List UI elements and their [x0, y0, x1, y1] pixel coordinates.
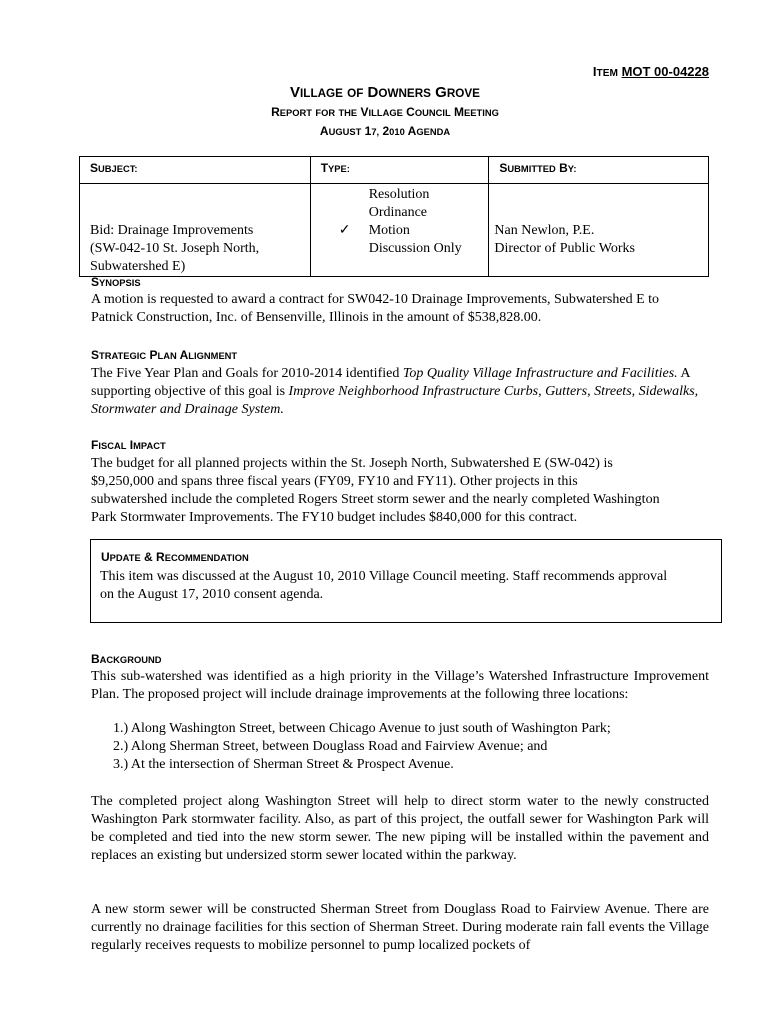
list-item: 2.) Along Sherman Street, between Douglass Road and Fairview Avenue; and: [113, 739, 548, 754]
submitter-name: Nan Newlon, P.E.: [494, 223, 595, 238]
background-heading: BACKGROUND: [91, 652, 162, 666]
submitter-title: Director of Public Works: [494, 241, 635, 256]
synopsis-line: Patnick Construction, Inc. of Bensenville, Illinois in the amount of $538,828.00.: [91, 310, 542, 325]
type-label: TYPE:: [320, 161, 350, 175]
background-paragraph: The completed project along Washington Street will help to direct storm water to the newly constructed Washington Park stormwater facility. Also, as part of this project, the outfall sewer for Washington Park will be completed and tied into the new storm sewer. The new piping will be installed within the pavement and replaces an existing but undersized storm sewer located within the parkway.: [91, 794, 709, 863]
synopsis-text: [91, 291, 709, 327]
strategic-intro: The Five Year Plan and Goals for 2010-2014 identified: [91, 366, 403, 381]
report-header: [0, 84, 770, 141]
synopsis-line: A motion is requested to award a contract for SW042-10 Drainage Improvements, Subwatershed E to: [91, 292, 660, 307]
subject-line: Subwatershed E): [90, 259, 186, 274]
fiscal-line: The budget for all planned projects within the St. Joseph North, Subwatershed E (SW-042) is: [91, 456, 613, 471]
update-recommendation-box: [90, 539, 722, 623]
village-name: VILLAGE OF DOWNERS GROVE: [290, 84, 480, 101]
type-option: Discussion Only: [368, 241, 462, 256]
agenda-date: AUGUST 17, 2010 AGENDA: [319, 124, 451, 138]
subject-label: SUBJECT:: [90, 161, 138, 175]
subject-value: [80, 184, 310, 276]
fiscal-text: [91, 455, 709, 527]
item-prefix: ITEM: [592, 64, 618, 79]
synopsis-heading: SYNOPSIS: [91, 275, 141, 289]
fiscal-line: $9,250,000 and spans three fiscal years (FY09, FY10 and FY11). Other projects in this: [91, 474, 578, 489]
list-item: 1.) Along Washington Street, between Chicago Avenue to just south of Washington Park;: [113, 721, 611, 736]
strategic-mid: A supporting objective of this goal is: [91, 366, 690, 399]
type-option: Motion: [368, 223, 410, 238]
list-item: 3.) At the intersection of Sherman Street & Prospect Avenue.: [113, 757, 454, 772]
strategic-objective: Improve Neighborhood Infrastructure Curbs, Gutters, Streets, Sidewalks, Stormwater and Drainage System.: [91, 384, 699, 417]
type-option: Ordinance: [368, 205, 428, 220]
item-number: MOT 00-04228: [621, 64, 709, 79]
subject-line: Bid: Drainage Improvements: [90, 223, 254, 238]
fiscal-line: Park Stormwater Improvements. The FY10 budget includes $840,000 for this contract.: [91, 510, 578, 525]
subject-line: (SW-042-10 St. Joseph North,: [90, 241, 260, 256]
update-text: [100, 568, 712, 604]
type-option: Resolution: [368, 187, 430, 202]
background-paragraph: A new storm sewer will be constructed Sherman Street from Douglass Road to Fairview Avenue. There are currently no drainage facilities for this section of Sherman Street. During moderate rain fall events the Village regularly receives requests to mobilize personnel to pump localized pockets of: [91, 902, 709, 953]
location-list: [113, 720, 611, 774]
update-heading: UPDATE & RECOMMENDATION: [101, 550, 249, 564]
strategic-heading: STRATEGIC PLAN ALIGNMENT: [91, 348, 238, 362]
update-line: This item was discussed at the August 10, 2010 Village Council meeting. Staff recommends approval: [100, 569, 668, 584]
type-options: [311, 184, 489, 254]
fiscal-heading: FISCAL IMPACT: [91, 438, 166, 452]
submitted-by-label: SUBMITTED BY:: [499, 161, 577, 175]
strategic-goal: Top Quality Village Infrastructure and Facilities.: [402, 366, 678, 381]
item-number-line: [0, 64, 709, 79]
checkmark-icon: ✓: [338, 223, 351, 238]
strategic-text: [91, 365, 709, 419]
update-line: on the August 17, 2010 consent agenda.: [100, 587, 324, 602]
fiscal-line: subwatershed include the completed Rogers Street storm sewer and the nearly completed Washington: [91, 492, 660, 507]
subject-table: [79, 156, 709, 277]
background-intro: This sub-watershed was identified as a high priority in the Village’s Watershed Infrastructure Improvement Plan. The proposed project will include drainage improvements at the following three locations:: [91, 669, 709, 702]
submitted-by-value: [489, 184, 708, 258]
report-title: REPORT FOR THE VILLAGE COUNCIL MEETING: [271, 105, 499, 119]
